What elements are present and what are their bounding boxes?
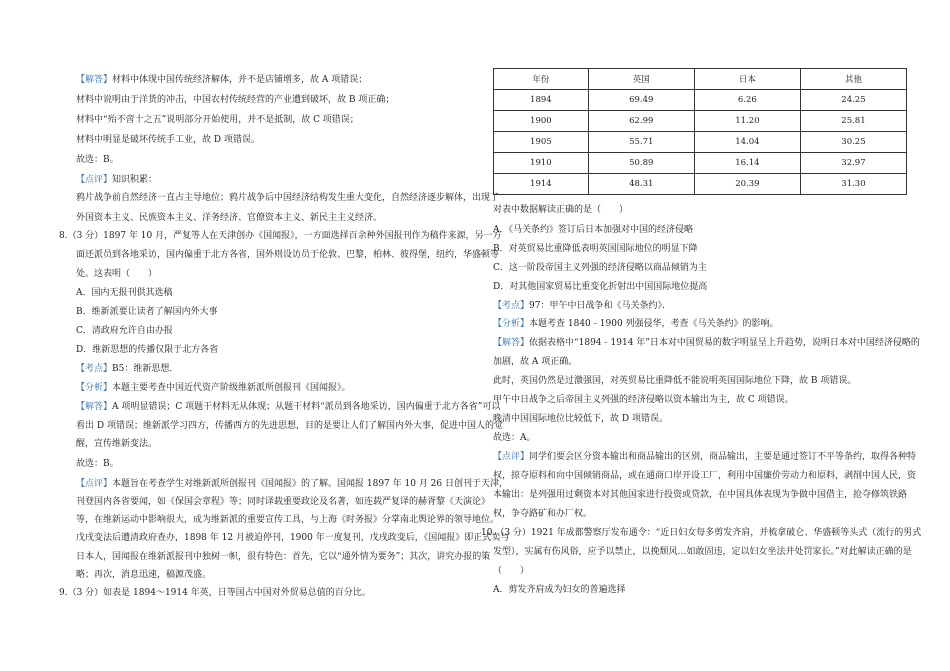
table-cell: 25.81 [800,111,906,132]
table-cell: 48.31 [588,174,694,195]
text-line: （ ） [493,566,530,576]
key-point: 【考点】97：甲午中日战争和《马关条约》． [493,301,671,311]
text-line: 处。这表明（ ） [76,269,158,279]
question-10: 10.（3 分）1921 年成都警察厅发布通令：“近日妇女每多剪发齐肩，并梳拿破仑、华盛顿等头式（流行的男式 [481,528,922,538]
question-9: 9.（3 分）如表是 1894～1914 年英，日等国占中国对外贸易总值的百分比。 [59,588,371,598]
text-line: 醒，宣传维新变法。 [76,439,158,449]
table-cell: 30.25 [800,132,906,153]
comment: 【点评】同学们要会区分资本输出和商品输出的区别，商品输出，主要是通过签订不平等条约，取得各种特 [493,452,917,462]
table-row [494,174,907,195]
table-cell: 32.97 [800,153,906,174]
option-d: D．维新思想的传播仅限于北方各省 [76,345,219,355]
table-cell: 1900 [494,111,589,132]
text-line: 鸦片战争前自然经济一直占主导地位；鸦片战争后中国经济结构发生重大变化，自然经济逐步解体，出现了 [76,193,500,203]
table-cell: 1914 [494,174,589,195]
table-cell: 24.25 [800,90,906,111]
option-b: B．维新派要让读者了解国内外大事 [76,307,218,317]
text-line: 材料中“殆不啻十之五”说明部分开始使用，并不是抵制，故 C 项错误； [76,115,359,125]
table-cell: 69.49 [588,90,694,111]
option-a: A．《马关条约》签订后日本加强对中国的经济侵略 [493,225,694,235]
table-cell: 62.99 [588,111,694,132]
text-line: 权，争夺路矿和办厂权。 [493,509,593,519]
table-row [494,132,907,153]
text-line: 材料中说明由于洋货的冲击，中国农村传统经营的产业遭到破坏，故 B 项正确； [76,95,395,105]
text-line: 外国资本主义、民族资本主义、洋务经济、官僚资本主义、新民主主义经济。 [76,213,383,223]
table-header: 其他 [800,69,906,90]
text-line: 发型），实属有伤风俗，应予以禁止，以挽颓风…如敢固违，定以妇女坐法并处罚家长。”对此解读正确的是 [493,547,912,557]
analysis-answer: 【解答】材料中体现中国传统经济解体，并不是店铺增多，故 A 项错误； [76,75,368,85]
table-cell: 1910 [494,153,589,174]
question-8: 8.（3 分）1897 年 10 月，严复等人在天津创办《国闻报》，一方面选择百余种外国报刊作为稿件来源，另一方 [59,231,502,241]
table-row [494,153,907,174]
text-line: 面还派员到各地采访，国内偏重于北方各省，国外则设访员于伦敦、巴黎，柏林、彼得堡，纽约，华盛顿等 [76,250,500,260]
table-cell: 20.39 [694,174,800,195]
text-line: 权，掠夺原料和向中国倾销商品，或在通商口岸开设工厂，利用中国廉价劳动力和原料，剥削中国人民，资 [493,471,917,481]
table-cell: 6.26 [694,90,800,111]
option-a: A．国内无报刊供其选稿 [76,288,173,298]
table-cell: 55.71 [588,132,694,153]
table-cell: 1905 [494,132,589,153]
key-point: 【考点】B5：维新思想． [76,364,179,374]
text-line: 戊戌变法后遭清政府查办，1898 年 12 月被迫停刊，1900 年一度复刊，戊戌政变后，《国闻报》即正式卖与 [76,533,510,543]
option-a: A．剪发齐肩成为妇女的普遍选择 [493,585,626,595]
answer: 【解答】依据表格中“1894﹣1914 年”日本对中国贸易的数字明显呈上升趋势，说明日本对中国经济侵略的 [493,338,920,348]
table-header: 英国 [588,69,694,90]
text-line: 本输出：是列强用过剩资本对其他国家进行投资或贷款，在中国具体表现为争做中国借主，抢夺修筑铁路 [493,490,908,500]
table-cell: 14.04 [694,132,800,153]
text-line: 刊登国内各省要闻，如《保国会章程》等；同时译载重要政论及名著，如连载严复译的赫胥黎《天演论》 [76,497,491,507]
question-stem: 对表中数据解读正确的是（ ） [493,205,629,215]
option-c: C．这一阶段帝国主义列强的经济侵略以商品倾销为主 [493,263,707,273]
text-line: 晚清中国国际地位比较低下，故 D 项错误。 [493,414,668,424]
analysis: 【分析】本题考查 1840﹣1900 列强侵华，考查《马关条约》的影响。 [493,319,779,329]
table-cell: 16.14 [694,153,800,174]
text-line: 故选：B。 [76,155,119,165]
comment: 【点评】本题旨在考查学生对维新派所创报刊《国闻报》的了解。国闻报 1897 年 10 月 26 日创刊于天津， [76,479,508,489]
table-cell: 1894 [494,90,589,111]
answer: 【解答】A 项明显错误；C 项题干材料无从体现；从题干材料“派员到各地采访，国内偏重于北方各省”可以 [76,402,501,412]
table-cell: 50.89 [588,153,694,174]
text-line: 略；再次，消息迅速，稿源茂盛。 [76,570,212,580]
table-header-row [494,69,907,90]
table-header: 日本 [694,69,800,90]
text-line: 故选：B。 [76,459,119,469]
text-line: 甲午中日战争之后帝国主义列强的经济侵略以资本输出为主，故 C 项错误。 [493,395,794,405]
option-d: D．对其他国家贸易比重变化折射出中国国际地位提高 [493,282,708,292]
table-header: 年份 [494,69,589,90]
table-row [494,90,907,111]
option-c: C．清政府允许自由办报 [76,326,173,336]
text-line: 此时，英国仍然是过激强国，对英贸易比重降低不能说明英国国际地位下降，故 B 项错误。 [493,376,857,386]
table-cell: 11.20 [694,111,800,132]
analysis: 【分析】本题主要考查中国近代资产阶级维新派所创报刊《国闻报》。 [76,383,351,393]
trade-table [493,68,907,195]
table-row [494,111,907,132]
comment: 【点评】知识积累： [76,175,158,185]
text-line: 故选：A。 [493,433,536,443]
text-line: 日本人，国闻报在维新派报刊中独树一帜，很有特色：首先，它以“通外情为要务”；其次，讲究办报的策 [76,552,491,562]
text-line: 材料中明显是破坏传统手工业，故 D 项错误。 [76,135,260,145]
text-line: 加剧，故 A 项正确。 [493,357,578,367]
table-cell: 31.30 [800,174,906,195]
text-line: 看出 D 项错误；维新派学习四方，传播西方的先进思想，目的是要让人们了解国内外大事，促进中国人的觉 [76,421,503,431]
option-b: B．对英贸易比重降低表明英国国际地位的明显下降 [493,244,698,254]
text-line: 等，在维新运动中影响很大，成为维新派的重要宣传工具，与上海《时务报》分掌南北舆论界的领导地位。 [76,515,500,525]
